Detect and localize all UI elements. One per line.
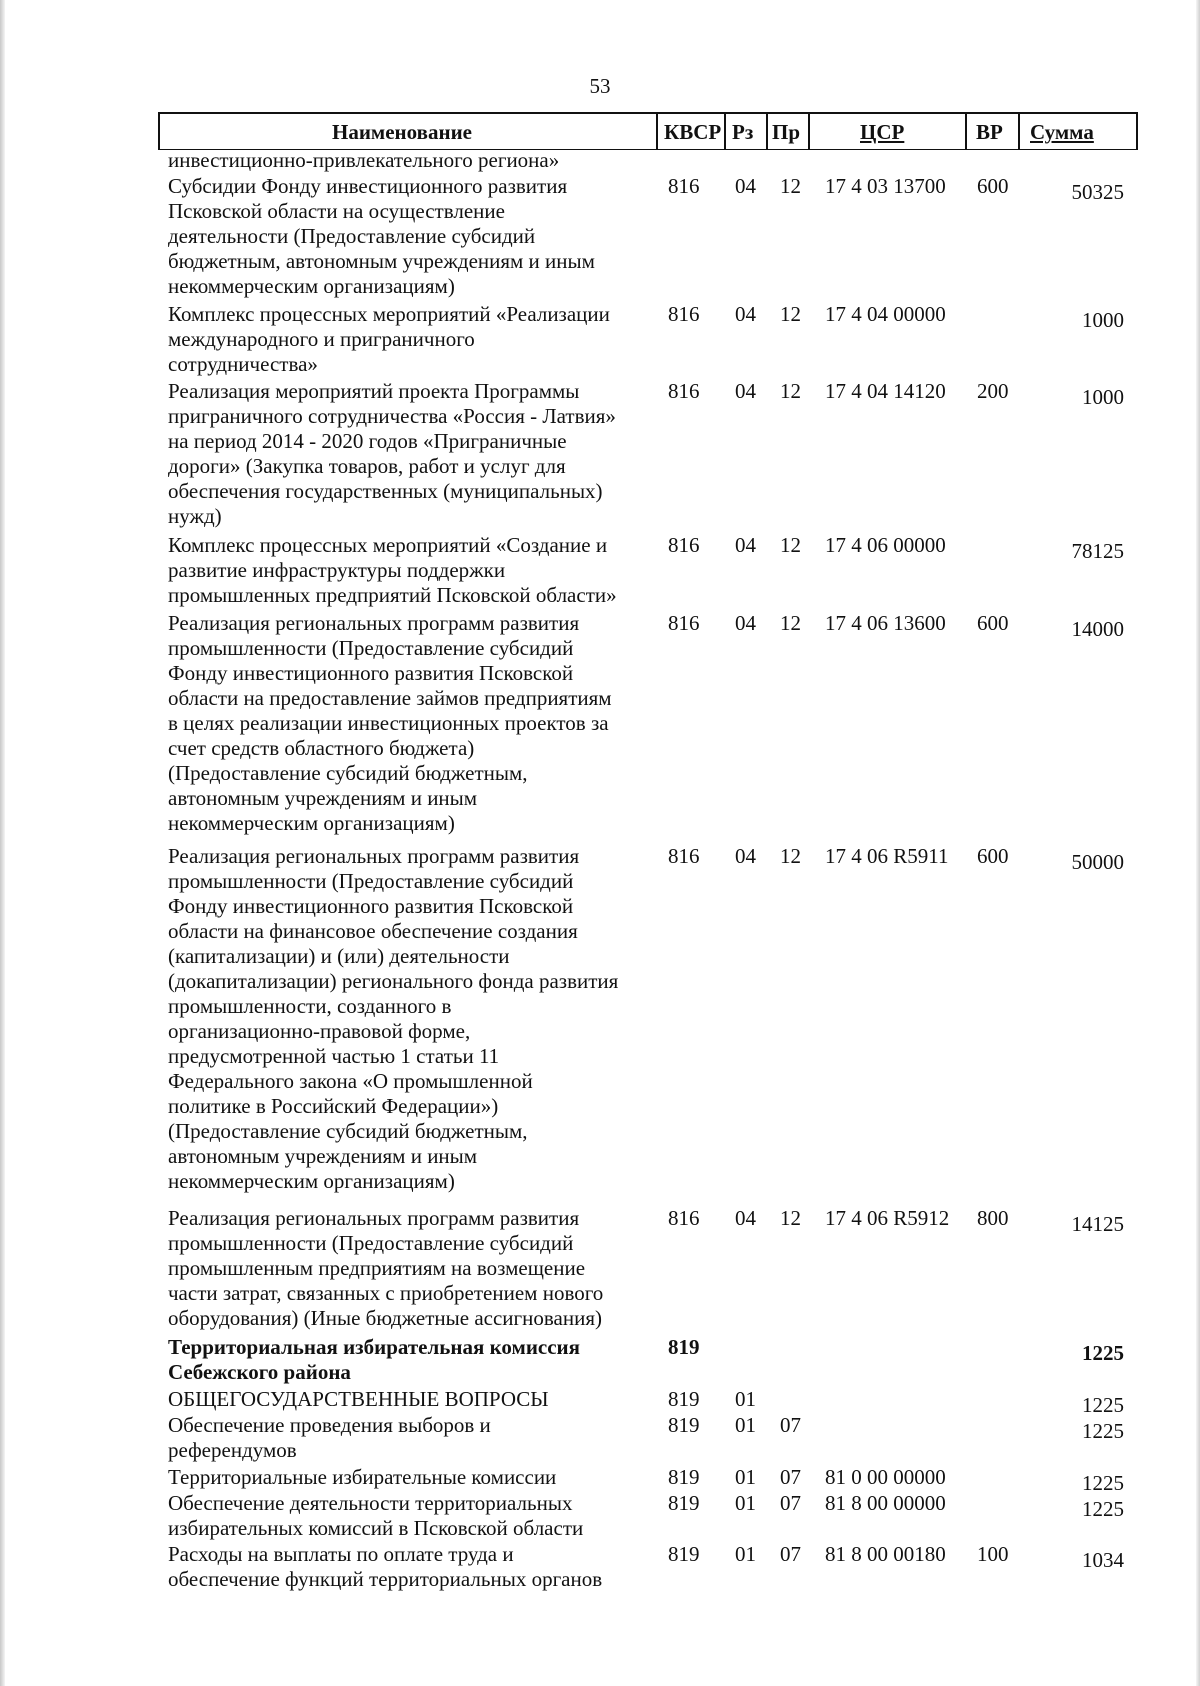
- header-vr: ВР: [976, 120, 1003, 144]
- row-vr: 800: [977, 1206, 1009, 1230]
- row-vr: 600: [977, 174, 1009, 198]
- scan-edge-left: [0, 0, 5, 1686]
- row-kvsr: 819: [668, 1413, 700, 1437]
- row-csr: 17 4 03 13700: [825, 174, 946, 198]
- row-name: Субсидии Фонду инвестиционного развития Псковской области на осуществление деятельности (Предоставление субсидий бюджетным, автономным учреждениям и иным некоммерческим организациям): [168, 174, 595, 298]
- row-csr: 17 4 04 14120: [825, 379, 946, 403]
- row-pr: 12: [780, 1206, 801, 1230]
- row-csr: 17 4 06 13600: [825, 611, 946, 635]
- row-name: Реализация мероприятий проекта Программы приграничного сотрудничества «Россия - Латвия» на период 2014 - 2020 годов «Приграничные дороги» (Закупка товаров, работ и услуг для обеспечения государственных (муниципальных) нужд): [168, 379, 616, 528]
- row-pr: 12: [780, 611, 801, 635]
- row-rz: 04: [735, 533, 756, 557]
- row-rz: 01: [735, 1491, 756, 1515]
- header-separator: [766, 114, 768, 150]
- row-kvsr: 816: [668, 302, 700, 326]
- row-sum: 1225: [1082, 1393, 1124, 1417]
- header-separator: [656, 114, 658, 150]
- header-separator: [965, 114, 967, 150]
- header-pr: Пр: [772, 120, 801, 144]
- row-kvsr: 816: [668, 844, 700, 868]
- row-rz: 04: [735, 844, 756, 868]
- row-name: Комплекс процессных мероприятий «Реализации международного и приграничного сотрудничества»: [168, 302, 610, 376]
- row-kvsr: 816: [668, 611, 700, 635]
- row-name: Обеспечение проведения выборов и референдумов: [168, 1413, 491, 1462]
- row-sum: 14125: [1071, 1212, 1124, 1236]
- row-sum: 1225: [1082, 1341, 1124, 1365]
- header-rz: Рз: [732, 120, 754, 144]
- row-kvsr: 819: [668, 1335, 700, 1359]
- row-kvsr: 819: [668, 1387, 700, 1411]
- header-sum: Сумма: [1030, 120, 1094, 144]
- row-pr: 12: [780, 379, 801, 403]
- header-separator: [724, 114, 726, 150]
- row-sum: 1225: [1082, 1419, 1124, 1443]
- row-csr: 81 0 00 00000: [825, 1465, 946, 1489]
- row-csr: 17 4 04 00000: [825, 302, 946, 326]
- row-pr: 12: [780, 302, 801, 326]
- row-kvsr: 816: [668, 1206, 700, 1230]
- row-name: Реализация региональных программ развития промышленности (Предоставление субсидий Фонду инвестиционного развития Псковской области на финансовое обеспечение создания (капитализации) и (или) деятельности (докапитализации) регионального фонда развития промышленности, созданного в организационно-правовой форме, предусмотренной частью 1 статьи 11 Федерального закона «О промышленной политике в Российский Федерации») (Предоставление субсидий бюджетным, автономным учреждениям и иным некоммерческим организациям): [168, 844, 619, 1193]
- row-csr: 81 8 00 00180: [825, 1542, 946, 1566]
- page-number: 53: [589, 74, 611, 98]
- row-vr: 100: [977, 1542, 1009, 1566]
- row-rz: 04: [735, 302, 756, 326]
- row-sum: 50325: [1071, 180, 1124, 204]
- header-kvsr: КВСР: [664, 120, 722, 144]
- row-rz: 04: [735, 1206, 756, 1230]
- row-name: Расходы на выплаты по оплате труда и обеспечение функций территориальных органов: [168, 1542, 603, 1591]
- row-pr: 07: [780, 1465, 801, 1489]
- row-rz: 01: [735, 1413, 756, 1437]
- row-pr: 07: [780, 1542, 801, 1566]
- header-separator: [808, 114, 810, 150]
- row-pr: 07: [780, 1413, 801, 1437]
- row-kvsr: 816: [668, 174, 700, 198]
- row-sum: 14000: [1071, 617, 1124, 641]
- row-pr: 07: [780, 1491, 801, 1515]
- row-name: Реализация региональных программ развития промышленности (Предоставление субсидий Фонду инвестиционного развития Псковской области на предоставление займов предприятиям в целях реализации инвестиционных проектов за счет средств областного бюджета) (Предоставление субсидий бюджетным, автономным учреждениям и иным некоммерческим организациям): [168, 611, 612, 835]
- row-name: Территориальная избирательная комиссия Себежского района: [168, 1335, 581, 1384]
- row-pr: 12: [780, 533, 801, 557]
- row-rz: 01: [735, 1387, 756, 1411]
- row-vr: 200: [977, 379, 1009, 403]
- header-name: Наименование: [332, 120, 472, 144]
- table-header: [158, 112, 1138, 150]
- row-name: Обеспечение деятельности территориальных избирательных комиссий в Псковской области: [168, 1491, 584, 1540]
- row-kvsr: 816: [668, 533, 700, 557]
- row-rz: 04: [735, 379, 756, 403]
- row-rz: 04: [735, 611, 756, 635]
- row-rz: 01: [735, 1542, 756, 1566]
- row-rz: 01: [735, 1465, 756, 1489]
- row-kvsr: 819: [668, 1491, 700, 1515]
- row-kvsr: 816: [668, 379, 700, 403]
- row-csr: 81 8 00 00000: [825, 1491, 946, 1515]
- header-csr: ЦСР: [860, 120, 905, 144]
- scan-edge-right: [1196, 0, 1200, 1686]
- row-name: ОБЩЕГОСУДАРСТВЕННЫЕ ВОПРОСЫ: [168, 1387, 549, 1411]
- row-sum: 1225: [1082, 1471, 1124, 1495]
- row-kvsr: 819: [668, 1542, 700, 1566]
- row-sum: 78125: [1071, 539, 1124, 563]
- row-pr: 12: [780, 174, 801, 198]
- row-name: инвестиционно-привлекательного региона»: [168, 148, 560, 172]
- row-csr: 17 4 06 R5911: [825, 844, 949, 868]
- row-pr: 12: [780, 844, 801, 868]
- row-sum: 1225: [1082, 1497, 1124, 1521]
- row-vr: 600: [977, 844, 1009, 868]
- row-sum: 50000: [1071, 850, 1124, 874]
- row-csr: 17 4 06 R5912: [825, 1206, 950, 1230]
- header-separator: [1018, 114, 1020, 150]
- row-name: Территориальные избирательные комиссии: [168, 1465, 557, 1489]
- row-csr: 17 4 06 00000: [825, 533, 946, 557]
- row-kvsr: 819: [668, 1465, 700, 1489]
- row-sum: 1000: [1082, 308, 1124, 332]
- row-sum: 1000: [1082, 385, 1124, 409]
- row-name: Комплекс процессных мероприятий «Создание и развитие инфраструктуры поддержки промышленных предприятий Псковской области»: [168, 533, 617, 607]
- row-rz: 04: [735, 174, 756, 198]
- row-sum: 1034: [1082, 1548, 1124, 1572]
- row-vr: 600: [977, 611, 1009, 635]
- row-name: Реализация региональных программ развития промышленности (Предоставление субсидий промышленным предприятиям на возмещение части затрат, связанных с приобретением нового оборудования) (Иные бюджетные ассигнования): [168, 1206, 604, 1330]
